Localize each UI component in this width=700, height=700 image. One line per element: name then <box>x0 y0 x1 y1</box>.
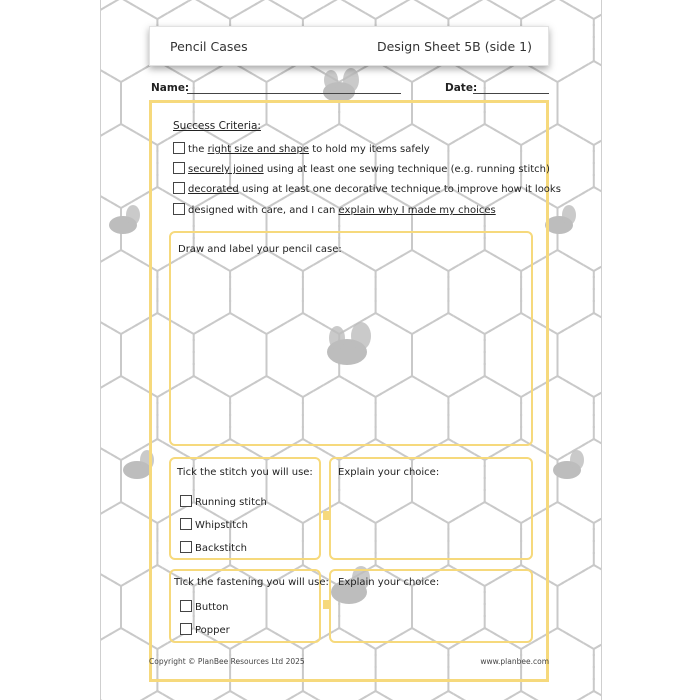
stitch-option[interactable] <box>180 495 267 508</box>
sheet-subtitle: Design Sheet 5B (side 1) <box>376 39 532 54</box>
criteria-checkbox[interactable] <box>173 203 185 215</box>
drawing-area[interactable] <box>169 231 533 446</box>
fastening-checkbox[interactable] <box>180 623 192 635</box>
fastening-explain-box[interactable] <box>329 569 533 643</box>
fastening-option-label: Button <box>195 602 229 613</box>
website-link[interactable]: www.planbee.com <box>480 657 549 666</box>
criteria-text: to hold my items safely <box>309 144 430 155</box>
criteria-keyword: decorated <box>188 184 239 195</box>
date-label: Date: <box>445 82 478 94</box>
stitch-checkbox[interactable] <box>180 541 192 553</box>
honeycomb-cell <box>194 0 267 19</box>
criteria-text: designed with care, and I can <box>188 205 339 216</box>
stitch-option-label: Whipstitch <box>195 520 249 531</box>
fastening-option[interactable] <box>180 623 230 636</box>
honeycomb-cell <box>339 0 412 19</box>
criteria-keyword: explain why I made my choices <box>338 205 496 216</box>
stitch-checkbox[interactable] <box>180 518 192 530</box>
criteria-keyword: right size and shape <box>207 144 310 155</box>
criteria-item <box>173 203 496 216</box>
stitch-option[interactable] <box>180 518 248 531</box>
criteria-item <box>173 142 430 155</box>
stitch-explain-label: Explain your choice: <box>338 467 440 478</box>
honeycomb-cell <box>594 502 601 586</box>
criteria-checkbox[interactable] <box>173 162 185 174</box>
criteria-item <box>173 182 561 195</box>
sheet-title: Pencil Cases <box>170 39 248 54</box>
worksheet-frame <box>149 100 561 682</box>
honeycomb-cell <box>101 439 121 523</box>
honeycomb-cell <box>101 565 121 649</box>
honeycomb-cell <box>594 628 601 700</box>
criteria-checkbox[interactable] <box>173 142 185 154</box>
stitch-heading: Tick the stitch you will use: <box>177 467 313 478</box>
fastening-panel <box>169 569 329 643</box>
criteria-checkbox[interactable] <box>173 182 185 194</box>
worksheet-page <box>100 0 602 700</box>
name-label: Name: <box>151 82 190 94</box>
drawing-area-label: Draw and label your pencil case: <box>178 244 342 255</box>
fastening-option[interactable] <box>180 600 229 613</box>
stitch-option-label: Backstitch <box>195 543 247 554</box>
criteria-item <box>173 162 550 175</box>
criteria-text: using at least one decorative technique to improve how it looks <box>238 184 561 195</box>
honeycomb-cell <box>101 61 121 145</box>
honeycomb-cell <box>594 250 601 334</box>
stitch-checkbox[interactable] <box>180 495 192 507</box>
stitch-panel <box>169 457 321 560</box>
fastening-explain-label: Explain your choice: <box>338 577 440 588</box>
honeycomb-cell <box>558 61 602 145</box>
honeycomb-cell <box>121 0 194 19</box>
honeycomb-cell <box>101 691 121 700</box>
stitch-option[interactable] <box>180 541 247 554</box>
honeycomb-cell <box>594 0 601 82</box>
criteria-keyword: securely joined <box>188 164 264 175</box>
honeycomb-cell <box>594 124 601 208</box>
date-field[interactable] <box>473 93 549 94</box>
stitch-option-label: Running stitch <box>195 497 267 508</box>
criteria-text: the <box>188 144 208 155</box>
stitch-explain-box[interactable] <box>329 457 533 560</box>
honeycomb-cell <box>558 565 602 649</box>
honeycomb-cell <box>194 691 267 700</box>
criteria-text: using at least one sewing technique (e.g. running stitch) <box>263 164 550 175</box>
bee-icon <box>109 205 140 234</box>
sheet-header <box>149 26 549 66</box>
honeycomb-cell <box>412 0 485 19</box>
fastening-heading: Tick the fastening you will use: <box>174 577 329 588</box>
name-date-row <box>151 82 549 96</box>
bee-icon <box>545 205 576 234</box>
name-field[interactable] <box>187 93 401 94</box>
honeycomb-cell <box>412 691 485 700</box>
honeycomb-cell <box>485 0 558 19</box>
fastening-option-label: Popper <box>195 625 230 636</box>
honeycomb-cell <box>485 691 558 700</box>
honeycomb-cell <box>101 313 121 397</box>
copyright-text: Copyright © PlanBee Resources Ltd 2025 <box>149 657 305 666</box>
honeycomb-cell <box>594 376 601 460</box>
honeycomb-cell <box>558 313 602 397</box>
honeycomb-cell <box>267 691 340 700</box>
criteria-heading: Success Criteria: <box>173 120 261 132</box>
honeycomb-cell <box>339 691 412 700</box>
fastening-checkbox[interactable] <box>180 600 192 612</box>
honeycomb-cell <box>267 0 340 19</box>
honeycomb-cell <box>121 691 194 700</box>
